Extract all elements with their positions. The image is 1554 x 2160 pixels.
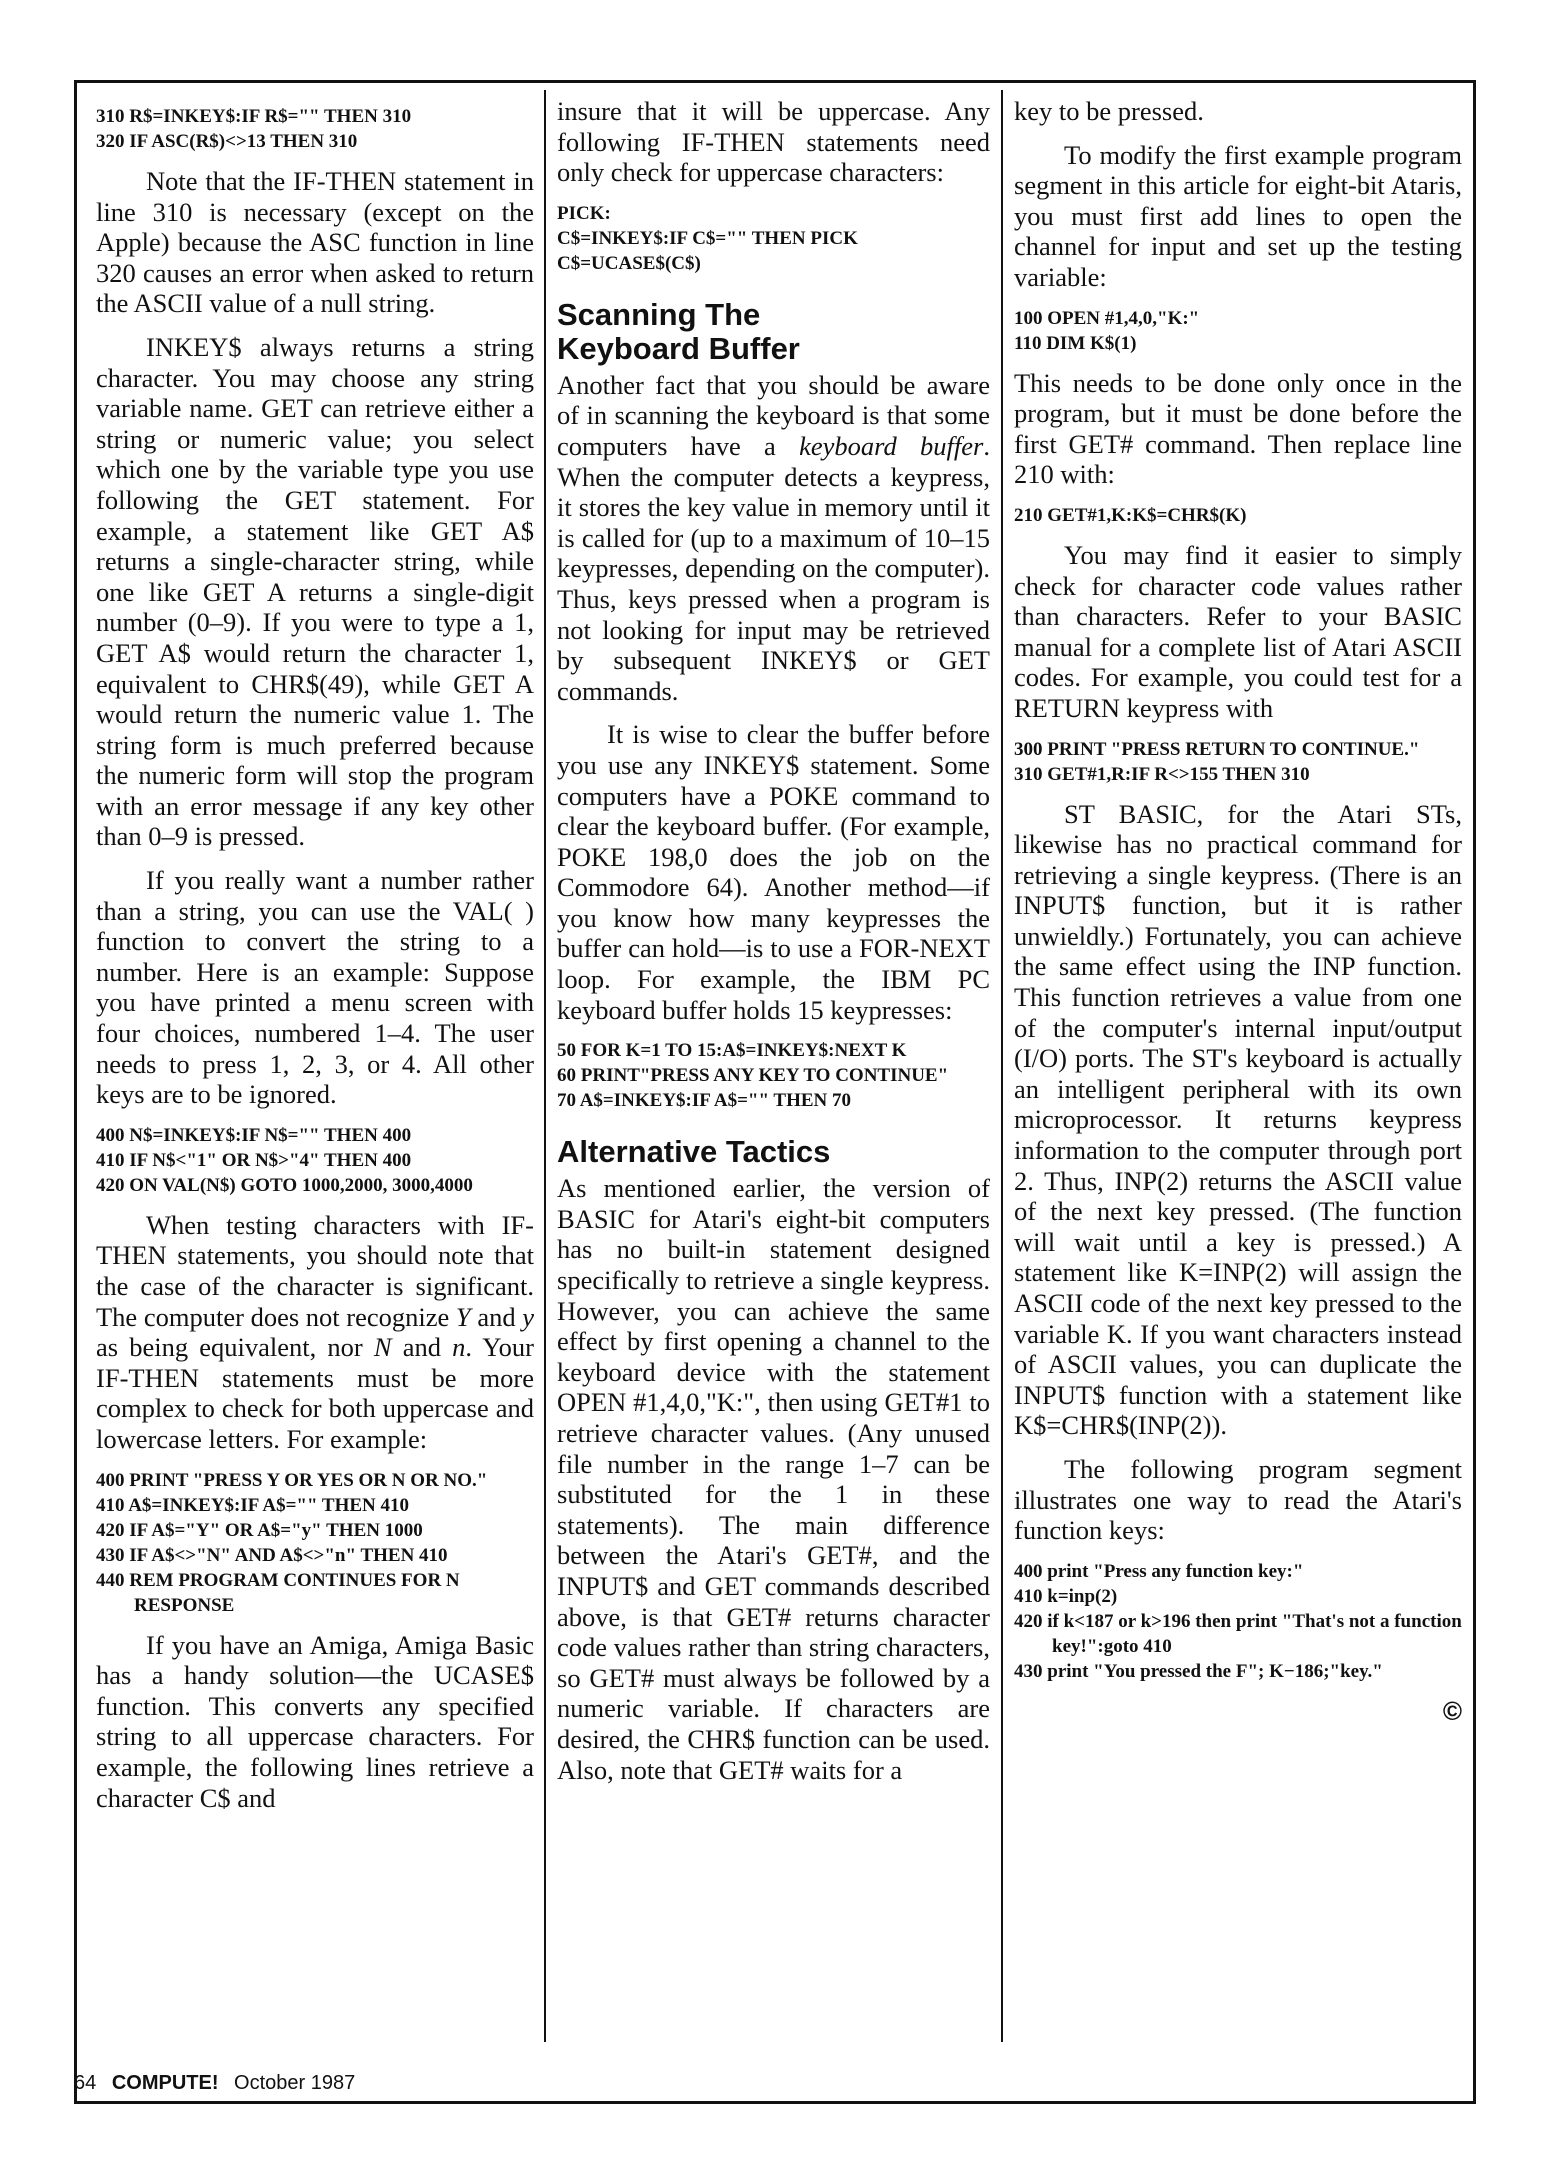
code-line: 420 if k<187 or k>196 then print "That's not a function key!":goto 410	[1014, 1610, 1462, 1657]
code-line: 110 DIM K$(1)	[1014, 332, 1137, 354]
code-line: 420 IF A$="Y" OR A$="y" THEN 1000	[96, 1519, 423, 1541]
code-block	[1014, 503, 1462, 528]
magazine-name: COMPUTE!	[111, 2072, 219, 2094]
code-line: 400 PRINT "PRESS Y OR YES OR N OR NO."	[96, 1469, 488, 1491]
code-line: 410 k=inp(2)	[1014, 1585, 1118, 1607]
code-line: 440 REM PROGRAM CONTINUES FOR N RESPONSE	[96, 1569, 460, 1616]
code-line: C$=INKEY$:IF C$="" THEN PICK	[557, 227, 858, 249]
code-block	[557, 1038, 990, 1113]
column-2	[557, 96, 990, 2042]
code-block	[1014, 1559, 1462, 1684]
code-line: 320 IF ASC(R$)<>13 THEN 310	[96, 131, 358, 152]
code-line: C$=UCASE$(C$)	[557, 252, 701, 274]
code-line: 430 print "You pressed the F"; K−186;"key."	[1014, 1660, 1383, 1682]
paragraph: As mentioned earlier, the version of BASIC for Atari's eight-bit computers has no built-in statement designed specifically to retrieve a single keypress. However, you can achieve the same effect by first opening a channel to the keyboard device with the statement OPEN #1,4,0,"K:", then using GET#1 to retrieve character values. (Any unused file number in the range 1–7 can be substituted for the 1 in these statements). The main difference between the Atari's GET#, and the INPUT$ and GET commands described above, is that GET# returns character code values rather than string characters, so GET# must always be followed by a numeric variable. If characters are desired, the CHR$ function can be used. Also, note that GET# waits for a	[557, 1173, 990, 1785]
paragraph: This needs to be done only once in the program, but it must be done before the first GET# command. Then replace line 210 with:	[1014, 367, 1462, 490]
column-3	[1014, 96, 1462, 2042]
code-line: 310 GET#1,R:IF R<>155 THEN 310	[1014, 763, 1310, 785]
paragraph: The following program segment illustrates one way to read the Atari's function keys:	[1014, 1453, 1462, 1546]
paragraph: Another fact that you should be aware of in scanning the keyboard is that some computers have a keyboard buffer. When the computer detects a keypress, it stores the key value in memory until it is called for (up to a maximum of 10–15 keypresses, depending on the computer). Thus, keys pressed when a program is not looking for input may be retrieved by subsequent INKEY$ or GET commands.	[557, 369, 990, 706]
paragraph: You may find it easier to simply check for character code values rather than characters. Refer to your BASIC manual for a complete list of Atari ASCII codes. For example, you could test for a RETURN keypress with	[1014, 539, 1462, 723]
code-line: 100 OPEN #1,4,0,"K:"	[1014, 307, 1200, 329]
code-line: 310 R$=INKEY$:IF R$="" THEN 310	[96, 106, 412, 127]
code-line: 70 A$=INKEY$:IF A$="" THEN 70	[557, 1090, 852, 1112]
paragraph: insure that it will be uppercase. Any following IF-THEN statements need only check for uppercase characters:	[557, 96, 990, 188]
section-heading: Scanning The Keyboard Buffer	[557, 296, 800, 366]
column-divider	[544, 90, 546, 2042]
code-line: 60 PRINT"PRESS ANY KEY TO CONTINUE"	[557, 1065, 949, 1087]
code-line: 420 ON VAL(N$) GOTO 1000,2000, 3000,4000	[96, 1174, 473, 1196]
paragraph: To modify the first example program segment in this article for eight-bit Ataris, you must first add lines to open the channel for input and set up the testing variable:	[1014, 139, 1462, 292]
page-footer	[74, 2072, 355, 2095]
code-line: 210 GET#1,K:K$=CHR$(K)	[1014, 504, 1247, 526]
code-line: 410 A$=INKEY$:IF A$="" THEN 410	[96, 1494, 410, 1516]
paragraph: It is wise to clear the buffer before you use any INKEY$ statement. Some computers have a POKE command to clear the keyboard buffer. (For example, POKE 198,0 does the job on the Commodore 64). Another method—if you know how many keypresses the buffer can hold—is to use a FOR-NEXT loop. For example, the IBM PC keyboard buffer holds 15 keypresses:	[557, 719, 990, 1025]
code-line: 300 PRINT "PRESS RETURN TO CONTINUE."	[1014, 738, 1420, 760]
code-block	[557, 201, 990, 276]
column-divider	[1001, 90, 1003, 2042]
code-line: 50 FOR K=1 TO 15:A$=INKEY$:NEXT K	[557, 1040, 907, 1062]
paragraph: If you have an Amiga, Amiga Basic has a handy solution—the UCASE$ function. This converts any specified string to all uppercase characters. For example, the following lines retrieve a character C$ and	[96, 1629, 534, 1813]
code-block	[1014, 737, 1462, 787]
code-block	[1014, 306, 1462, 356]
paragraph: key to be pressed.	[1014, 96, 1204, 126]
code-line: 430 IF A$<>"N" AND A$<>"n" THEN 410	[96, 1544, 448, 1566]
paragraph: ST BASIC, for the Atari STs, likewise has no practical command for retrieving a single keypress. (There is an INPUT$ function, but it is rather unwieldly.) Fortunately, you can achieve the same effect using the INP function. This function retrieves a value from one of the computer's internal input/output (I/O) ports. The ST's keyboard is actually an intelligent peripheral with its own microprocessor. It returns keypress information to the computer through port 2. Thus, INP(2) returns the ASCII value of the next key pressed. (The function will wait until a key is pressed.) A statement like K=INP(2) will assign the ASCII code of the next key pressed to the variable K. If you want characters instead of ASCII values, you can duplicate the INPUT$ function with a statement like K$=CHR$(INP(2)).	[1014, 798, 1462, 1441]
code-line: 400 print "Press any function key:"	[1014, 1560, 1304, 1582]
code-line: PICK:	[557, 202, 611, 224]
paragraph: Note that the IF-THEN statement in line 310 is necessary (except on the Apple) because the ASC function in line 320 causes an error when asked to return the ASCII value of a null string.	[96, 166, 534, 319]
code-block	[96, 1123, 534, 1198]
code-line: 410 IF N$<"1" OR N$>"4" THEN 400	[96, 1149, 412, 1171]
column-1	[96, 96, 534, 2042]
code-line: 400 N$=INKEY$:IF N$="" THEN 400	[96, 1124, 412, 1146]
code-block	[96, 1468, 534, 1618]
paragraph: If you really want a number rather than a string, you can use the VAL( ) function to convert the string to a number. Here is an example: Suppose you have printed a menu screen with four choices, numbered 1–4. The user needs to press 1, 2, 3, or 4. All other keys are to be ignored.	[96, 865, 534, 1110]
paragraph: When testing characters with IF-THEN statements, you should note that the case of the character is significant. The computer does not recognize Y and y as being equivalent, nor N and n. Your IF-THEN statements must be more complex to check for both uppercase and lowercase letters. For example:	[96, 1209, 534, 1454]
page-number: 64	[74, 2072, 97, 2094]
code-block	[96, 104, 534, 154]
end-mark-icon: ©	[1442, 1695, 1462, 1726]
issue-date: October 1987	[234, 2072, 356, 2094]
paragraph: INKEY$ always returns a string character. You may choose any string variable name. GET can retrieve either a string or numeric value; you select which one by the variable type you use following the GET statement. For example, a statement like GET A$ returns a single-character string, while one like GET A returns a single-digit number (0–9). If you were to type a 1, GET A$ would return the character 1, equivalent to CHR$(49), while GET A would return the numeric value 1. The string form is much preferred because the numeric form will stop the program with an error message if any key other than 0–9 is pressed.	[96, 331, 534, 852]
section-heading: Alternative Tactics	[557, 1134, 831, 1170]
